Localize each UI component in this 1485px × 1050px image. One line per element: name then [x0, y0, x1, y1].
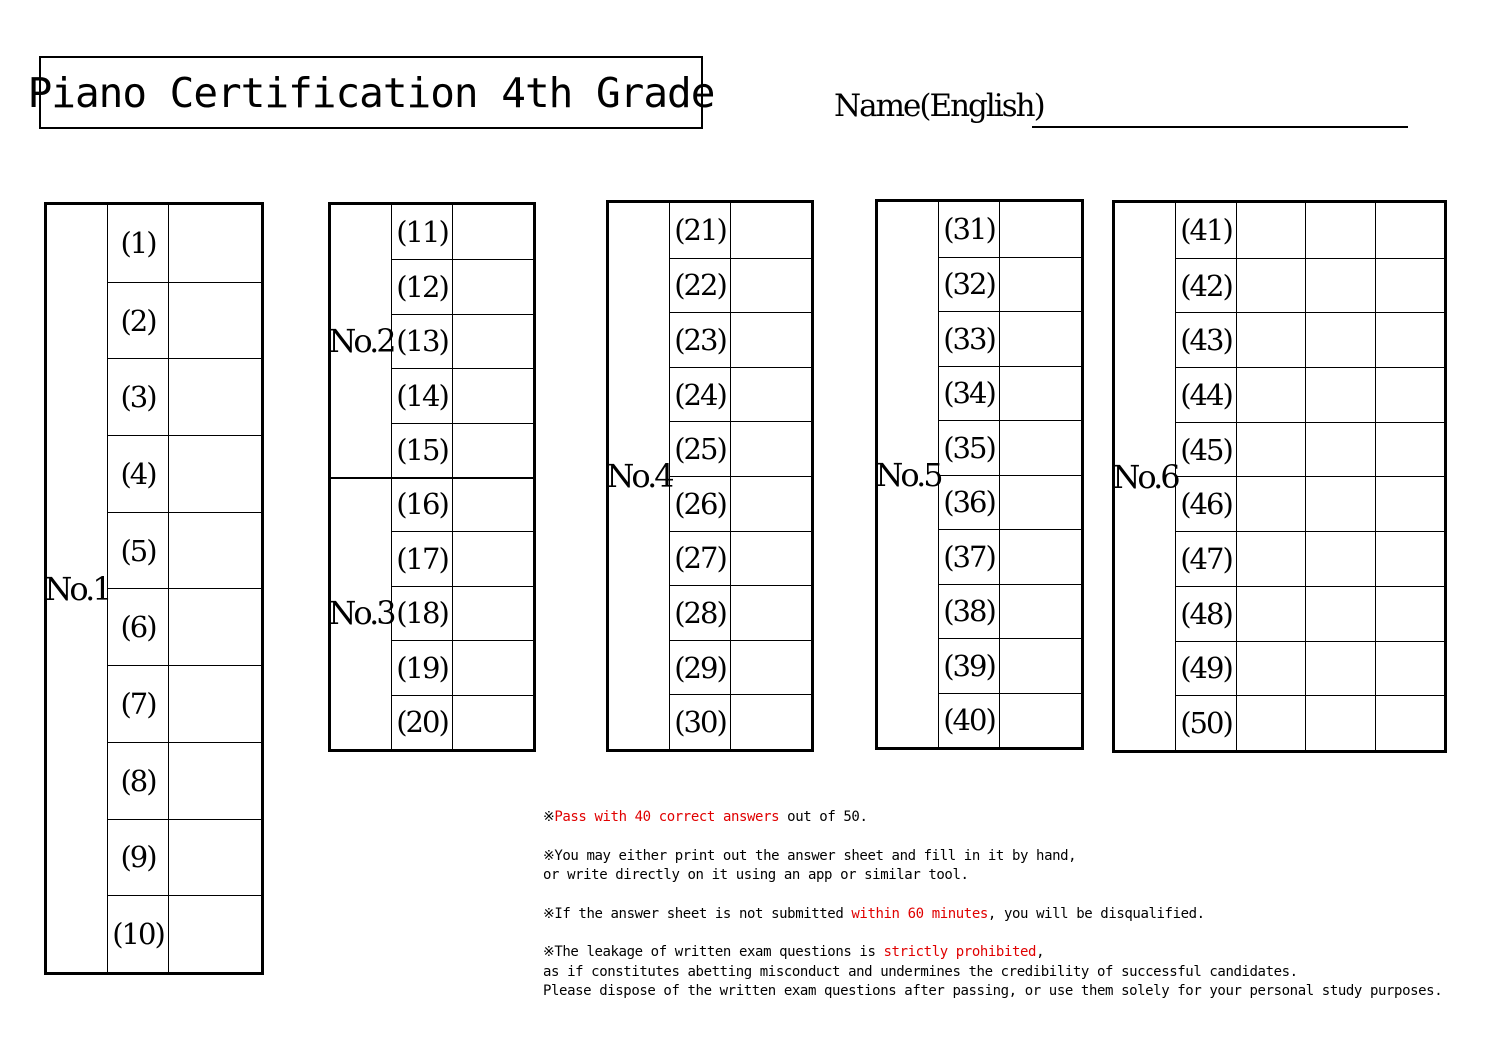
answer-row: [391, 205, 533, 259]
answer-cell[interactable]: [1375, 368, 1444, 422]
answer-grid-no3: [391, 477, 533, 749]
name-label: Name(English): [834, 88, 1044, 124]
answer-cell[interactable]: [730, 695, 811, 749]
answer-cell[interactable]: [1375, 313, 1444, 367]
answer-cell[interactable]: [452, 424, 533, 477]
section-no4: [606, 200, 814, 752]
answer-cell[interactable]: [999, 530, 1081, 584]
question-number: (19): [391, 641, 452, 694]
answer-cell[interactable]: [452, 315, 533, 368]
question-number: (15): [391, 424, 452, 477]
answer-cell[interactable]: [1236, 587, 1305, 641]
question-number: (31): [938, 202, 999, 257]
answer-cell[interactable]: [999, 585, 1081, 639]
answer-row: [107, 895, 261, 972]
answer-cell[interactable]: [1375, 642, 1444, 696]
answer-row: [938, 638, 1081, 693]
section-no2-no3: [328, 202, 536, 752]
answer-row: [938, 475, 1081, 530]
answer-cell[interactable]: [1305, 368, 1374, 422]
answer-row: [669, 476, 811, 531]
question-number: (21): [669, 203, 730, 258]
answer-cell[interactable]: [1305, 532, 1374, 586]
question-number: (11): [391, 205, 452, 259]
question-number: (29): [669, 641, 730, 695]
answer-cell[interactable]: [1236, 259, 1305, 313]
question-number: (8): [107, 743, 168, 819]
answer-row: [938, 584, 1081, 639]
answer-cell[interactable]: [168, 436, 261, 512]
answer-row: [1175, 695, 1444, 750]
question-number: (22): [669, 259, 730, 313]
question-number: (25): [669, 422, 730, 476]
answer-row: [1175, 586, 1444, 641]
section-label-no3: No.3: [328, 594, 394, 632]
answer-row: [107, 665, 261, 742]
answer-row: [669, 694, 811, 749]
answer-row: [107, 819, 261, 896]
answer-row: [391, 586, 533, 640]
answer-row: [938, 257, 1081, 312]
answer-cell[interactable]: [452, 641, 533, 694]
answer-cell[interactable]: [999, 312, 1081, 366]
answer-cell[interactable]: [452, 587, 533, 640]
answer-cell[interactable]: [1236, 313, 1305, 367]
answer-cell[interactable]: [730, 259, 811, 313]
answer-cell[interactable]: [1305, 203, 1374, 258]
answer-cell[interactable]: [730, 368, 811, 422]
question-number: (7): [107, 666, 168, 742]
answer-row: [391, 259, 533, 313]
answer-cell[interactable]: [452, 260, 533, 313]
answer-cell[interactable]: [730, 532, 811, 586]
answer-grid-no2: [391, 205, 533, 477]
answer-row: [391, 531, 533, 585]
answer-cell[interactable]: [168, 283, 261, 359]
answer-row: [669, 258, 811, 313]
answer-row: [938, 420, 1081, 475]
question-number: (23): [669, 313, 730, 367]
note-pass-rest: out of 50.: [779, 809, 868, 825]
answer-row: [107, 512, 261, 589]
answer-row: [669, 312, 811, 367]
answer-cell[interactable]: [1305, 313, 1374, 367]
answer-row: [938, 311, 1081, 366]
answer-cell[interactable]: [730, 586, 811, 640]
note-leakage-text: ※The leakage of written exam questions is: [543, 944, 884, 960]
note-pass-mark: ※: [543, 809, 555, 825]
section-label-no4: No.4: [606, 457, 672, 495]
question-number: (24): [669, 368, 730, 422]
answer-cell[interactable]: [1236, 532, 1305, 586]
answer-cell[interactable]: [1305, 642, 1374, 696]
question-number: (47): [1175, 532, 1236, 586]
question-number: (40): [938, 694, 999, 748]
note-time-text: ※If the answer sheet is not submitted: [543, 905, 852, 922]
question-number: (39): [938, 639, 999, 693]
page-title: Piano Certification 4th Grade: [27, 68, 715, 117]
section-label-no6: No.6: [1112, 457, 1178, 496]
note-leakage-highlight: strictly prohibited: [883, 944, 1037, 960]
note-print: [543, 847, 1442, 886]
answer-cell[interactable]: [452, 205, 533, 259]
answer-row: [669, 421, 811, 476]
answer-cell[interactable]: [999, 694, 1081, 748]
question-number: (44): [1175, 368, 1236, 422]
answer-cell[interactable]: [168, 359, 261, 435]
answer-cell[interactable]: [1305, 423, 1374, 477]
answer-cell[interactable]: [1236, 477, 1305, 531]
note-pass: [543, 808, 1442, 828]
answer-row: [938, 366, 1081, 421]
answer-cell[interactable]: [1305, 259, 1374, 313]
answer-cell[interactable]: [999, 476, 1081, 530]
note-leakage-line3: Please dispose of the written exam questions after passing, or use them solely for your personal study purposes.: [543, 983, 1443, 999]
question-number: (16): [391, 477, 452, 531]
question-number: (27): [669, 532, 730, 586]
answer-cell[interactable]: [168, 205, 261, 282]
section-label-no2: No.2: [328, 322, 394, 360]
answer-row: [107, 205, 261, 282]
question-number: (38): [938, 585, 999, 639]
question-number: (35): [938, 421, 999, 475]
answer-grid-no1: [107, 205, 261, 972]
answer-row: [107, 435, 261, 512]
section-label-no5: No.5: [875, 455, 941, 494]
question-number: (41): [1175, 203, 1236, 258]
answer-cell[interactable]: [1236, 203, 1305, 258]
answer-row: [669, 640, 811, 695]
answer-cell[interactable]: [999, 258, 1081, 312]
answer-cell[interactable]: [1305, 587, 1374, 641]
answer-row: [938, 529, 1081, 584]
question-number: (28): [669, 586, 730, 640]
question-number: (42): [1175, 259, 1236, 313]
answer-cell[interactable]: [1375, 587, 1444, 641]
answer-cell[interactable]: [452, 532, 533, 585]
answer-cell[interactable]: [730, 313, 811, 367]
answer-row: [669, 203, 811, 258]
question-number: (43): [1175, 313, 1236, 367]
answer-cell[interactable]: [1236, 423, 1305, 477]
section-no5: [875, 199, 1084, 750]
answer-cell[interactable]: [730, 203, 811, 258]
question-number: (33): [938, 312, 999, 366]
section-label-no1: No.1: [44, 569, 110, 608]
answer-cell[interactable]: [1375, 532, 1444, 586]
title-box: [27, 56, 715, 129]
note-leakage-comma: ,: [1036, 944, 1045, 960]
note-time-highlight: within 60 minutes: [851, 905, 988, 922]
answer-cell[interactable]: [452, 696, 533, 749]
question-number: (17): [391, 532, 452, 585]
answer-cell[interactable]: [168, 896, 261, 972]
question-number: (6): [107, 589, 168, 665]
note-pass-highlight: Pass with 40 correct answers: [554, 809, 780, 825]
answer-cell[interactable]: [1375, 696, 1444, 750]
question-number: (45): [1175, 423, 1236, 477]
question-number: (48): [1175, 587, 1236, 641]
answer-row: [107, 282, 261, 359]
answer-row: [1175, 641, 1444, 696]
question-number: (18): [391, 587, 452, 640]
answer-cell[interactable]: [168, 513, 261, 589]
answer-cell[interactable]: [1375, 203, 1444, 258]
name-field[interactable]: [1032, 126, 1408, 128]
answer-row: [1175, 312, 1444, 367]
question-number: (12): [391, 260, 452, 313]
answer-cell[interactable]: [730, 422, 811, 476]
question-number: (10): [107, 896, 168, 972]
note-leakage-line2: as if constitutes abetting misconduct and undermines the credibility of successful candidates.: [543, 963, 1298, 980]
answer-cell[interactable]: [1305, 477, 1374, 531]
answer-row: [1175, 258, 1444, 313]
answer-row: [391, 640, 533, 694]
question-number: (37): [938, 530, 999, 584]
note-print-line2: or write directly on it using an app or similar tool.: [543, 867, 969, 883]
question-number: (49): [1175, 642, 1236, 696]
answer-cell[interactable]: [1305, 696, 1374, 750]
answer-cell[interactable]: [168, 743, 261, 819]
question-number: (34): [938, 367, 999, 421]
answer-grid-no6: [1175, 203, 1444, 750]
answer-row: [391, 368, 533, 422]
question-number: (14): [391, 369, 452, 422]
answer-row: [107, 588, 261, 665]
instructions: [543, 808, 1442, 1021]
answer-cell[interactable]: [168, 820, 261, 896]
question-number: (26): [669, 477, 730, 531]
answer-row: [391, 695, 533, 749]
section-no1: [44, 202, 264, 975]
answer-cell[interactable]: [1236, 642, 1305, 696]
question-number: (32): [938, 258, 999, 312]
answer-row: [1175, 422, 1444, 477]
answer-row: [669, 585, 811, 640]
note-time: [543, 905, 1442, 925]
answer-cell[interactable]: [1236, 696, 1305, 750]
answer-row: [1175, 476, 1444, 531]
section-no6: [1112, 200, 1447, 753]
answer-row: [938, 693, 1081, 748]
answer-cell[interactable]: [168, 589, 261, 665]
answer-cell[interactable]: [999, 421, 1081, 475]
question-number: (20): [391, 696, 452, 749]
answer-cell[interactable]: [168, 666, 261, 742]
answer-row: [391, 314, 533, 368]
answer-cell[interactable]: [999, 639, 1081, 693]
answer-cell[interactable]: [1375, 259, 1444, 313]
question-number: (50): [1175, 696, 1236, 750]
answer-row: [938, 202, 1081, 257]
answer-cell[interactable]: [999, 367, 1081, 421]
answer-row: [1175, 203, 1444, 258]
answer-cell[interactable]: [1236, 368, 1305, 422]
answer-row: [1175, 367, 1444, 422]
answer-grid-no4: [669, 203, 811, 749]
question-number: (5): [107, 513, 168, 589]
answer-row: [107, 358, 261, 435]
answer-cell[interactable]: [999, 202, 1081, 257]
question-number: (9): [107, 820, 168, 896]
answer-cell[interactable]: [452, 477, 533, 531]
answer-cell[interactable]: [1375, 423, 1444, 477]
answer-cell[interactable]: [730, 641, 811, 695]
note-leakage: [543, 943, 1442, 1002]
question-number: (1): [107, 205, 168, 282]
answer-row: [391, 423, 533, 477]
question-number: (13): [391, 315, 452, 368]
answer-grid-no5: [938, 202, 1081, 747]
answer-row: [669, 367, 811, 422]
answer-cell[interactable]: [452, 369, 533, 422]
question-number: (46): [1175, 477, 1236, 531]
question-number: (4): [107, 436, 168, 512]
question-number: (3): [107, 359, 168, 435]
answer-cell[interactable]: [730, 477, 811, 531]
note-print-line1: ※You may either print out the answer sheet and fill in it by hand,: [543, 847, 1077, 864]
answer-row: [391, 477, 533, 531]
answer-row: [1175, 531, 1444, 586]
answer-row: [107, 742, 261, 819]
question-number: (36): [938, 476, 999, 530]
answer-row: [669, 531, 811, 586]
answer-cell[interactable]: [1375, 477, 1444, 531]
question-number: (30): [669, 695, 730, 749]
question-number: (2): [107, 283, 168, 359]
note-time-rest: , you will be disqualified.: [987, 905, 1205, 922]
